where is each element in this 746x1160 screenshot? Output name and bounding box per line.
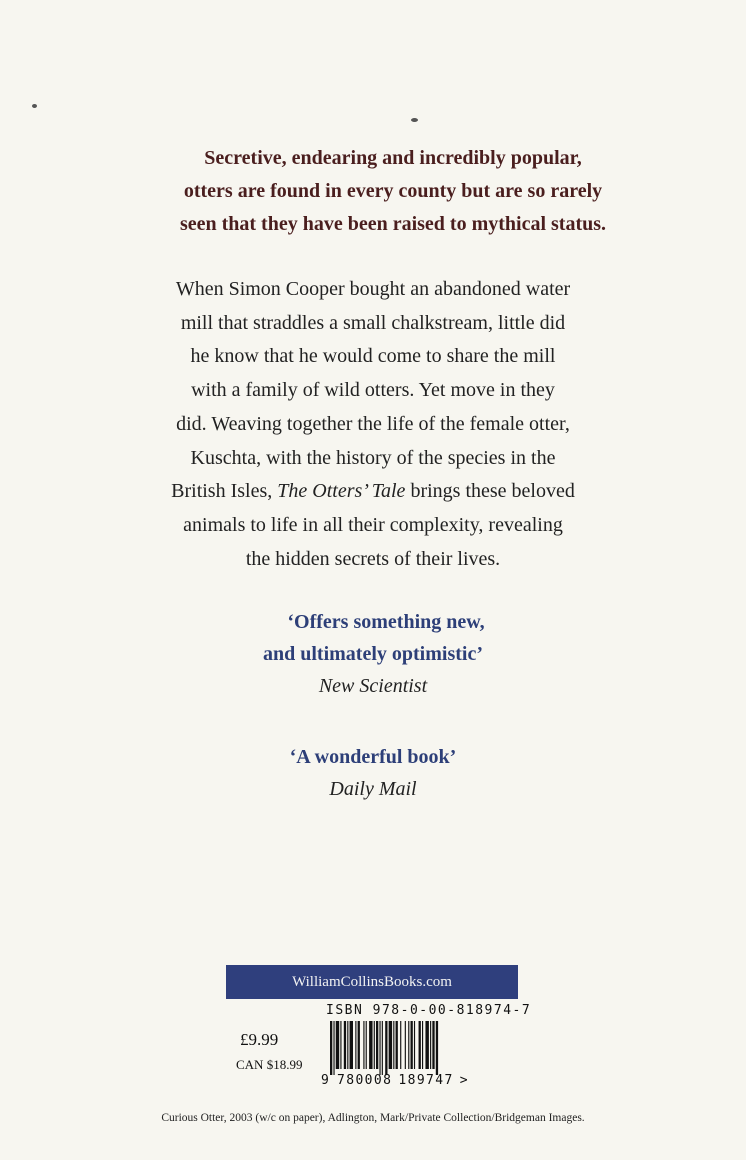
barcode-bar — [408, 1021, 409, 1069]
price-gbp: £9.99 — [240, 1030, 279, 1049]
barcode-bar — [363, 1021, 364, 1069]
blurb-headline — [100, 142, 686, 241]
price-can: CAN $18.99 — [236, 1057, 303, 1072]
cover-image-credit: Curious Otter, 2003 (w/c on paper), Adlington, Mark/Private Collection/Bridgeman Images. — [161, 1112, 585, 1124]
quote-text: ‘A wonderful book’ — [289, 746, 457, 768]
barcode-bar — [389, 1021, 392, 1069]
barcode-bar — [436, 1021, 438, 1075]
barcode-bar — [330, 1021, 332, 1075]
body-line: did. Weaving together the life of the female otter, — [176, 412, 570, 435]
barcode-bar — [347, 1021, 348, 1069]
review-quote-new-scientist — [0, 606, 746, 702]
body-line: mill that straddles a small chalkstream, little did — [180, 311, 566, 334]
blurb-line: seen that they have been raised to mythical status. — [179, 213, 607, 235]
body-line: When Simon Cooper bought an abandoned water — [175, 278, 571, 300]
quote-source: Daily Mail — [329, 778, 417, 800]
body-line: British Isles, The Otters’ Tale brings these beloved — [171, 480, 575, 503]
speck-mark — [411, 118, 418, 122]
website-banner — [226, 965, 518, 999]
barcode-bar — [396, 1021, 398, 1069]
body-line: the hidden secrets of their lives. — [245, 547, 501, 570]
barcode-bar — [376, 1021, 378, 1069]
barcode-bar — [385, 1021, 387, 1075]
barcode-bar — [350, 1021, 353, 1069]
barcode-bar — [366, 1021, 367, 1069]
barcode-bar — [405, 1021, 406, 1069]
quote-text: and ultimately optimistic’ — [263, 643, 483, 665]
barcode-bar — [344, 1021, 346, 1069]
barcode — [326, 1021, 474, 1075]
barcode-bar — [419, 1021, 421, 1069]
isbn-number: ISBN 978-0-00-818974-7 — [326, 1003, 532, 1018]
barcode-bar — [422, 1021, 423, 1069]
body-line: with a family of wild otters. Yet move in they — [191, 379, 555, 402]
book-title: The Otters’ Tale — [277, 480, 406, 503]
barcode-bar — [336, 1021, 339, 1069]
barcode-bar — [374, 1021, 375, 1069]
barcode-digits: 9 780008 189747 > — [321, 1073, 468, 1088]
barcode-bar — [379, 1021, 380, 1075]
barcode-bar — [358, 1021, 360, 1069]
barcode-bar — [414, 1021, 415, 1069]
barcode-bar — [411, 1021, 413, 1069]
website-url: WilliamCollinsBooks.com — [292, 973, 452, 990]
barcode-bar — [355, 1021, 356, 1069]
body-line: animals to life in all their complexity, revealing — [183, 513, 563, 536]
barcode-bar — [425, 1021, 428, 1069]
review-quote-daily-mail — [0, 741, 746, 805]
blurb-line: otters are found in every county but are so rarely — [183, 180, 603, 202]
barcode-bar — [369, 1021, 372, 1069]
barcode-bar — [430, 1021, 431, 1069]
quote-source: New Scientist — [318, 675, 428, 697]
blurb-body — [80, 273, 666, 576]
barcode-bar — [400, 1021, 401, 1069]
quote-text: ‘Offers something new, — [287, 611, 485, 633]
barcode-bar — [340, 1021, 341, 1069]
barcode-bar — [432, 1021, 434, 1069]
blurb-line: Secretive, endearing and incredibly popular, — [204, 147, 582, 169]
speck-mark — [32, 104, 37, 108]
barcode-bar — [382, 1021, 383, 1075]
barcode-bar — [333, 1021, 334, 1075]
body-line: Kuschta, with the history of the species in the — [190, 446, 556, 469]
body-line: he know that he would come to share the mill — [190, 345, 556, 368]
barcode-bar — [393, 1021, 394, 1069]
